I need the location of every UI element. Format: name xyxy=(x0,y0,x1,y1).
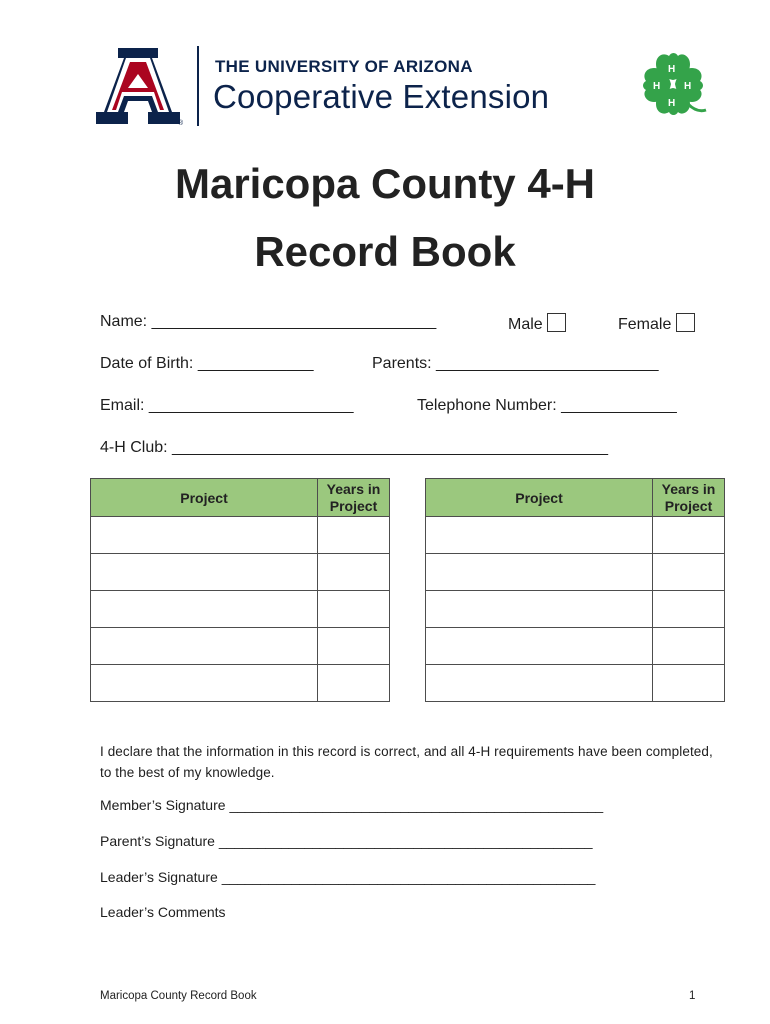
club-field[interactable] xyxy=(100,439,608,457)
declaration-text: I declare that the information in this record is correct, and all 4-H requirements have been completed, to the best of my knowledge. xyxy=(100,744,713,780)
years-cell[interactable] xyxy=(653,628,725,665)
years-cell[interactable] xyxy=(653,665,725,702)
leader-signature-label: Leader’s Signature xyxy=(100,869,218,885)
project-table-right xyxy=(425,478,725,702)
telephone-label: Telephone Number: xyxy=(417,397,557,414)
table-row xyxy=(91,554,390,591)
years-column-header xyxy=(318,479,390,517)
registered-mark: ® xyxy=(178,120,184,126)
email-label: Email: xyxy=(100,397,145,414)
club-blank-line[interactable]: _________________________________________________ xyxy=(172,439,609,456)
project-cell[interactable] xyxy=(426,517,653,554)
project-table-left xyxy=(90,478,390,702)
table-row xyxy=(91,628,390,665)
table-row xyxy=(91,517,390,554)
project-cell[interactable] xyxy=(91,591,318,628)
leader-signature-field[interactable] xyxy=(100,869,595,885)
email-blank-line[interactable]: _______________________ xyxy=(148,397,354,414)
telephone-blank-line[interactable]: _____________ xyxy=(561,397,677,414)
club-label: 4-H Club: xyxy=(100,439,168,456)
male-checkbox[interactable] xyxy=(547,313,566,332)
years-cell[interactable] xyxy=(653,517,725,554)
clover-leaf-letter-bottom: H xyxy=(668,98,676,109)
name-blank-line[interactable]: ________________________________ xyxy=(151,313,437,330)
years-cell[interactable] xyxy=(653,591,725,628)
leader-comments-label: Leader’s Comments xyxy=(100,904,226,920)
female-checkbox[interactable] xyxy=(676,313,695,332)
parents-label: Parents: xyxy=(372,355,432,372)
cooperative-extension-name: Cooperative Extension xyxy=(213,78,550,115)
parent-signature-line[interactable]: ________________________________________________ xyxy=(218,833,593,849)
parent-signature-field[interactable] xyxy=(100,833,593,849)
project-cell[interactable] xyxy=(91,517,318,554)
male-label: Male xyxy=(508,316,543,333)
years-cell[interactable] xyxy=(653,554,725,591)
years-column-header xyxy=(653,479,725,517)
female-label: Female xyxy=(618,316,672,333)
table-row xyxy=(426,628,725,665)
telephone-field[interactable] xyxy=(417,397,677,415)
table-row xyxy=(426,517,725,554)
table-row xyxy=(91,665,390,702)
parent-signature-label: Parent’s Signature xyxy=(100,833,215,849)
project-cell[interactable] xyxy=(426,554,653,591)
header-divider xyxy=(197,46,199,126)
parents-field[interactable] xyxy=(372,355,659,373)
email-field[interactable] xyxy=(100,397,354,415)
table-row xyxy=(91,591,390,628)
table-header-row xyxy=(91,479,390,517)
4h-clover-logo xyxy=(636,50,710,118)
project-cell[interactable] xyxy=(426,665,653,702)
name-field[interactable] xyxy=(100,313,436,331)
female-option[interactable] xyxy=(618,313,695,334)
university-of-arizona-logo xyxy=(92,48,184,126)
project-cell[interactable] xyxy=(91,554,318,591)
years-cell[interactable] xyxy=(318,554,390,591)
dob-label: Date of Birth: xyxy=(100,355,194,372)
member-signature-field[interactable] xyxy=(100,797,603,813)
page-title-line2: Record Book xyxy=(254,228,516,275)
project-cell[interactable] xyxy=(91,628,318,665)
years-header-line1: Years in xyxy=(661,480,716,497)
dob-field[interactable] xyxy=(100,355,314,373)
page-title-line1: Maricopa County 4-H xyxy=(174,160,596,207)
table-row xyxy=(426,554,725,591)
page-number: 1 xyxy=(689,990,696,1002)
years-header-line1: Years in xyxy=(326,480,381,497)
university-name: THE UNIVERSITY OF ARIZONA xyxy=(215,57,473,76)
years-cell[interactable] xyxy=(318,665,390,702)
project-column-header: Project xyxy=(426,479,653,517)
table-row xyxy=(426,665,725,702)
years-cell[interactable] xyxy=(318,517,390,554)
name-label: Name: xyxy=(100,313,148,330)
years-cell[interactable] xyxy=(318,628,390,665)
dob-blank-line[interactable]: _____________ xyxy=(197,355,314,372)
years-header-line2: Project xyxy=(664,497,713,514)
project-column-header: Project xyxy=(91,479,318,517)
clover-leaf-letter-right: H xyxy=(684,81,692,92)
clover-leaf-letter-top: H xyxy=(668,64,676,75)
male-option[interactable] xyxy=(508,313,566,334)
years-cell[interactable] xyxy=(318,591,390,628)
years-header-line2: Project xyxy=(329,497,378,514)
member-signature-line[interactable]: ________________________________________________ xyxy=(229,797,604,813)
project-cell[interactable] xyxy=(426,628,653,665)
table-row xyxy=(426,591,725,628)
footer-doc-title: Maricopa County Record Book xyxy=(100,990,257,1002)
clover-leaf-letter-left: H xyxy=(653,81,661,92)
project-cell[interactable] xyxy=(426,591,653,628)
table-header-row xyxy=(426,479,725,517)
project-cell[interactable] xyxy=(91,665,318,702)
member-signature-label: Member’s Signature xyxy=(100,797,226,813)
leader-signature-line[interactable]: ________________________________________________ xyxy=(221,869,596,885)
parents-blank-line[interactable]: _________________________ xyxy=(436,355,659,372)
